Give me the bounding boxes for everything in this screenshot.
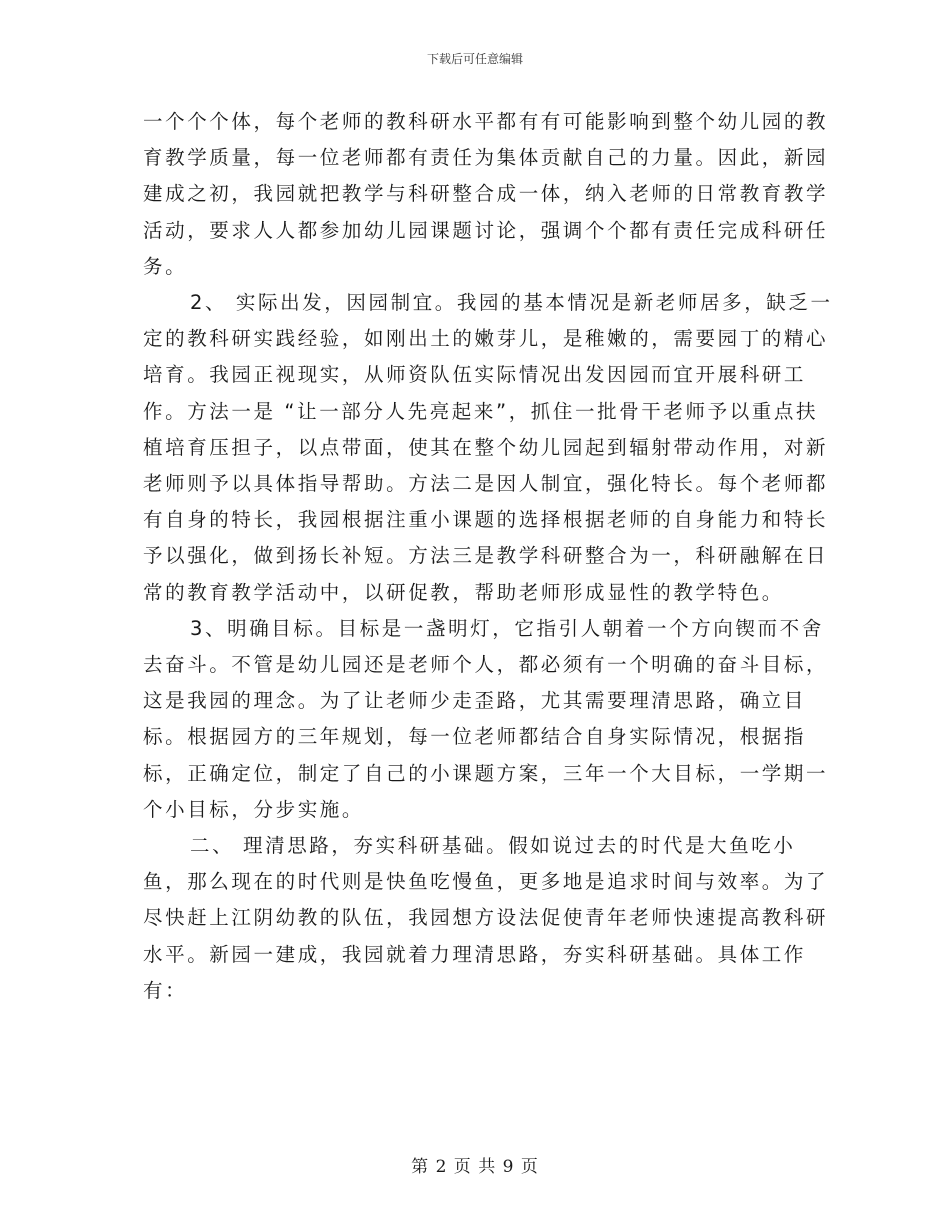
page-header-note: 下载后可任意编辑: [426, 52, 523, 66]
page-number-footer: 第 2 页 共 9 页: [411, 1157, 539, 1177]
paragraph-point-2: 2、 实际出发，因园制宜。我园的基本情况是新老师居多，缺乏一定的教科研实践经验，如刚出土的嫩芽儿，是稚嫩的，需要园丁的精心培育。我园正视现实，从师资队伍实际情况出发因园而宜开展科研工作。方法一是 “让一部分人先亮起来”，抓住一批骨干老师予以重点扶植培育压担子，以点带面，使其在整个幼儿园起到辐射带动作用，对新老师则予以具体指导帮助。方法二是因人制宜，强化特长。每个老师都有自身的特长，我园根据注重小课题的选择根据老师的自身能力和特长予以强化，做到扬长补短。方法三是教学科研整合为一，科研融解在日常的教育教学活动中，以研促教，帮助老师形成显性的教学特色。: [143, 291, 833, 604]
paragraph-point-3: 3、明确目标。目标是一盏明灯，它指引人朝着一个方向锲而不舍去奋斗。不管是幼儿园还是老师个人，都必须有一个明确的奋斗目标，这是我园的理念。为了让老师少走歪路，尤其需要理清思路，确立目标。根据园方的三年规划，每一位老师都结合自身实际情况，根据指标，正确定位，制定了自己的小课题方案，三年一个大目标，一学期一个小目标，分步实施。: [143, 616, 829, 821]
paragraph-continuation: 一个个个体，每个老师的教科研水平都有有可能影响到整个幼儿园的教育教学质量，每一位老师都有责任为集体贡献自己的力量。因此，新园建成之初，我园就把教学与科研整合成一体，纳入老师的日常教育教学活动，要求人人都参加幼儿园课题讨论，强调个个都有责任完成科研任务。: [143, 110, 829, 278]
document-body: [143, 104, 833, 1009]
paragraph-section-2: 二、 理清思路，夯实科研基础。假如说过去的时代是大鱼吃小鱼，那么现在的时代则是快鱼吃慢鱼，更多地是追求时间与效率。为了尽快赶上江阴幼教的队伍，我园想方设法促使青年老师快速提高教科研水平。新园一建成，我园就着力理清思路，夯实科研基础。具体工作有：: [143, 834, 829, 1002]
